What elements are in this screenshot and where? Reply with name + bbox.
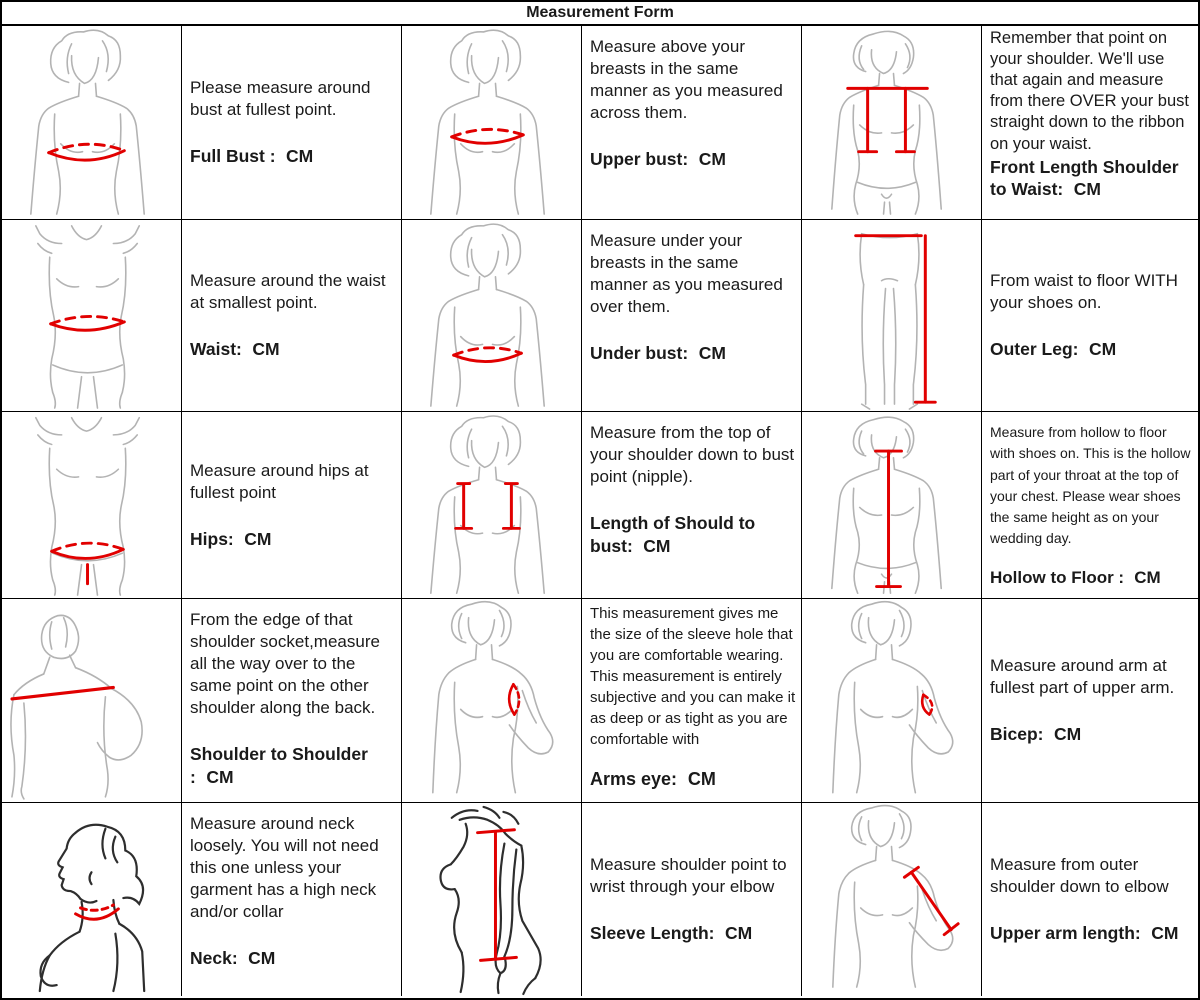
arms-eye-figure bbox=[402, 599, 581, 802]
measure-label: Under bust: CM bbox=[590, 343, 726, 364]
measure-label: Full Bust : CM bbox=[190, 146, 314, 167]
instruction-cell-neck bbox=[182, 803, 402, 996]
instruction-text: From the edge of that shoulder socket,measure all the way over to the same point on the other shoulder along the back. bbox=[190, 610, 380, 718]
figure-cell-shoulder-to-bust bbox=[402, 412, 582, 599]
instruction-text: Measure from hollow to floor with shoes on. This is the hollow part of your throat at the top of your chest. Please wear shoes the same height as on your wedding day. bbox=[990, 424, 1191, 547]
upper-arm-length-figure bbox=[802, 803, 981, 996]
measure-label: Outer Leg: CM bbox=[990, 339, 1117, 360]
instruction-text: Measure shoulder point to wrist through your elbow bbox=[590, 855, 787, 897]
front-length-figure bbox=[802, 26, 981, 219]
full-bust-figure bbox=[2, 26, 181, 219]
instruction-cell-outer-leg bbox=[982, 220, 1198, 412]
under-bust-measure-line bbox=[454, 348, 522, 362]
instruction-text: Measure from outer shoulder down to elbow bbox=[990, 855, 1169, 897]
measure-label: Sleeve Length: CM bbox=[590, 923, 753, 944]
upper-bust-figure bbox=[402, 26, 581, 219]
instruction-cell-waist bbox=[182, 220, 402, 412]
neck-figure bbox=[2, 803, 181, 996]
unit-label: CM bbox=[724, 923, 753, 944]
legs-outline bbox=[860, 234, 919, 409]
measure-label: Shoulder to Shoulder : CM bbox=[190, 744, 368, 788]
upper-bust-measure-line bbox=[452, 129, 524, 143]
outer-leg-figure bbox=[802, 220, 981, 411]
unit-label: CM bbox=[1151, 923, 1179, 944]
waist-measure-line bbox=[51, 316, 125, 330]
instruction-text: Measure around neck loosely. You will not need this one unless your garment has a high neck and/or collar bbox=[190, 814, 379, 922]
bicep-figure bbox=[802, 599, 981, 802]
instruction-cell-front-length bbox=[982, 26, 1198, 220]
form-title bbox=[2, 2, 1198, 26]
unit-label: CM bbox=[244, 528, 272, 549]
instruction-cell-hips bbox=[182, 412, 402, 599]
instruction-cell-bicep bbox=[982, 599, 1198, 803]
instruction-text: Measure from the top of your shoulder down to bust point (nipple). bbox=[590, 423, 795, 487]
measure-label: Hollow to Floor : CM bbox=[990, 567, 1161, 587]
hips-figure bbox=[2, 412, 181, 598]
side-sketch-outline bbox=[440, 807, 540, 994]
profile-sketch-outline bbox=[40, 825, 144, 991]
unit-label: CM bbox=[252, 339, 280, 360]
instruction-text: Please measure around bust at fullest point. bbox=[190, 78, 371, 120]
shoulder-to-shoulder-figure bbox=[2, 599, 181, 802]
hollow-to-floor-figure bbox=[802, 412, 981, 598]
measure-label: Length of Should to bust: CM bbox=[590, 513, 756, 557]
unit-label: CM bbox=[1073, 179, 1101, 200]
figure-cell-arms-eye bbox=[402, 599, 582, 803]
instruction-text: Measure around the waist at smallest point. bbox=[190, 271, 386, 313]
measure-label: Front Length Shoulder to Waist: CM bbox=[990, 156, 1179, 200]
figure-cell-full-bust bbox=[2, 26, 182, 220]
unit-label: CM bbox=[1134, 567, 1161, 587]
sleeve-length-measure-lines bbox=[478, 830, 517, 961]
unit-label: CM bbox=[643, 536, 671, 557]
upper-arm-measure-line bbox=[904, 867, 958, 934]
measure-label: Neck: CM bbox=[190, 948, 276, 969]
instruction-text: Measure around arm at fullest part of upper arm. bbox=[990, 656, 1175, 698]
measure-label: Upper bust: CM bbox=[590, 149, 726, 170]
instruction-text: Measure above your breasts in the same manner as you measured across them. bbox=[590, 37, 783, 123]
instruction-cell-arms-eye bbox=[582, 599, 802, 803]
unit-label: CM bbox=[206, 767, 234, 788]
unit-label: CM bbox=[1053, 724, 1082, 745]
back-view-outline bbox=[11, 615, 142, 799]
figure-cell-under-bust bbox=[402, 220, 582, 412]
unit-label: CM bbox=[687, 769, 716, 789]
sleeve-length-figure bbox=[402, 803, 581, 996]
instruction-cell-upper-arm-length bbox=[982, 803, 1198, 996]
figure-cell-hollow-to-floor bbox=[802, 412, 982, 599]
figure-cell-neck bbox=[2, 803, 182, 996]
figure-cell-shoulder-to-shoulder bbox=[2, 599, 182, 803]
front-length-measure-lines bbox=[848, 88, 928, 151]
instruction-cell-hollow-to-floor bbox=[982, 412, 1198, 599]
unit-label: CM bbox=[248, 948, 276, 969]
instruction-cell-sleeve-length bbox=[582, 803, 802, 996]
instruction-cell-shoulder-to-shoulder bbox=[182, 599, 402, 803]
figure-cell-front-length bbox=[802, 26, 982, 220]
measure-label: Waist: CM bbox=[190, 339, 280, 360]
instruction-text: Measure around hips at fullest point bbox=[190, 460, 369, 502]
measure-label: Bicep: CM bbox=[990, 724, 1082, 745]
bust-measure-line bbox=[49, 144, 125, 160]
instruction-text: Remember that point on your shoulder. We'll use that again and measure from there OVER your bust straight down to the ribbon on your waist. bbox=[990, 29, 1189, 153]
figure-cell-bicep bbox=[802, 599, 982, 803]
figure-cell-sleeve-length bbox=[402, 803, 582, 996]
measure-label: Arms eye: CM bbox=[590, 769, 716, 789]
hollow-to-floor-measure-lines bbox=[876, 451, 902, 586]
measure-label: Hips: CM bbox=[190, 528, 272, 549]
instruction-cell-upper-bust bbox=[582, 26, 802, 220]
form-title-text: Measurement Form bbox=[526, 4, 674, 21]
figure-cell-upper-arm-length bbox=[802, 803, 982, 996]
instruction-text: This measurement gives me the size of the sleeve hole that you are comfortable wearing. This measurement is entirely subjective and you can make it as deep or as tight as you are comfortable with bbox=[590, 605, 796, 748]
measurement-grid bbox=[2, 26, 1198, 996]
instruction-text: From waist to floor WITH your shoes on. bbox=[990, 271, 1178, 313]
shoulder-to-shoulder-measure-line bbox=[12, 687, 113, 698]
shoulder-to-bust-measure-lines bbox=[456, 484, 520, 529]
measure-label: Upper arm length: CM bbox=[990, 923, 1179, 944]
unit-label: CM bbox=[698, 149, 726, 170]
instruction-cell-full-bust bbox=[182, 26, 402, 220]
shoulder-to-bust-figure bbox=[402, 412, 581, 598]
unit-label: CM bbox=[698, 343, 726, 364]
unit-label: CM bbox=[286, 146, 314, 167]
figure-cell-outer-leg bbox=[802, 220, 982, 412]
instruction-cell-under-bust bbox=[582, 220, 802, 412]
instruction-cell-shoulder-to-bust bbox=[582, 412, 802, 599]
waist-figure bbox=[2, 220, 181, 411]
figure-cell-upper-bust bbox=[402, 26, 582, 220]
under-bust-figure bbox=[402, 220, 581, 411]
instruction-text: Measure under your breasts in the same manner as you measured over them. bbox=[590, 231, 783, 317]
hips-measure-line bbox=[52, 543, 124, 584]
figure-cell-hips bbox=[2, 412, 182, 599]
unit-label: CM bbox=[1088, 339, 1117, 360]
figure-cell-waist bbox=[2, 220, 182, 412]
